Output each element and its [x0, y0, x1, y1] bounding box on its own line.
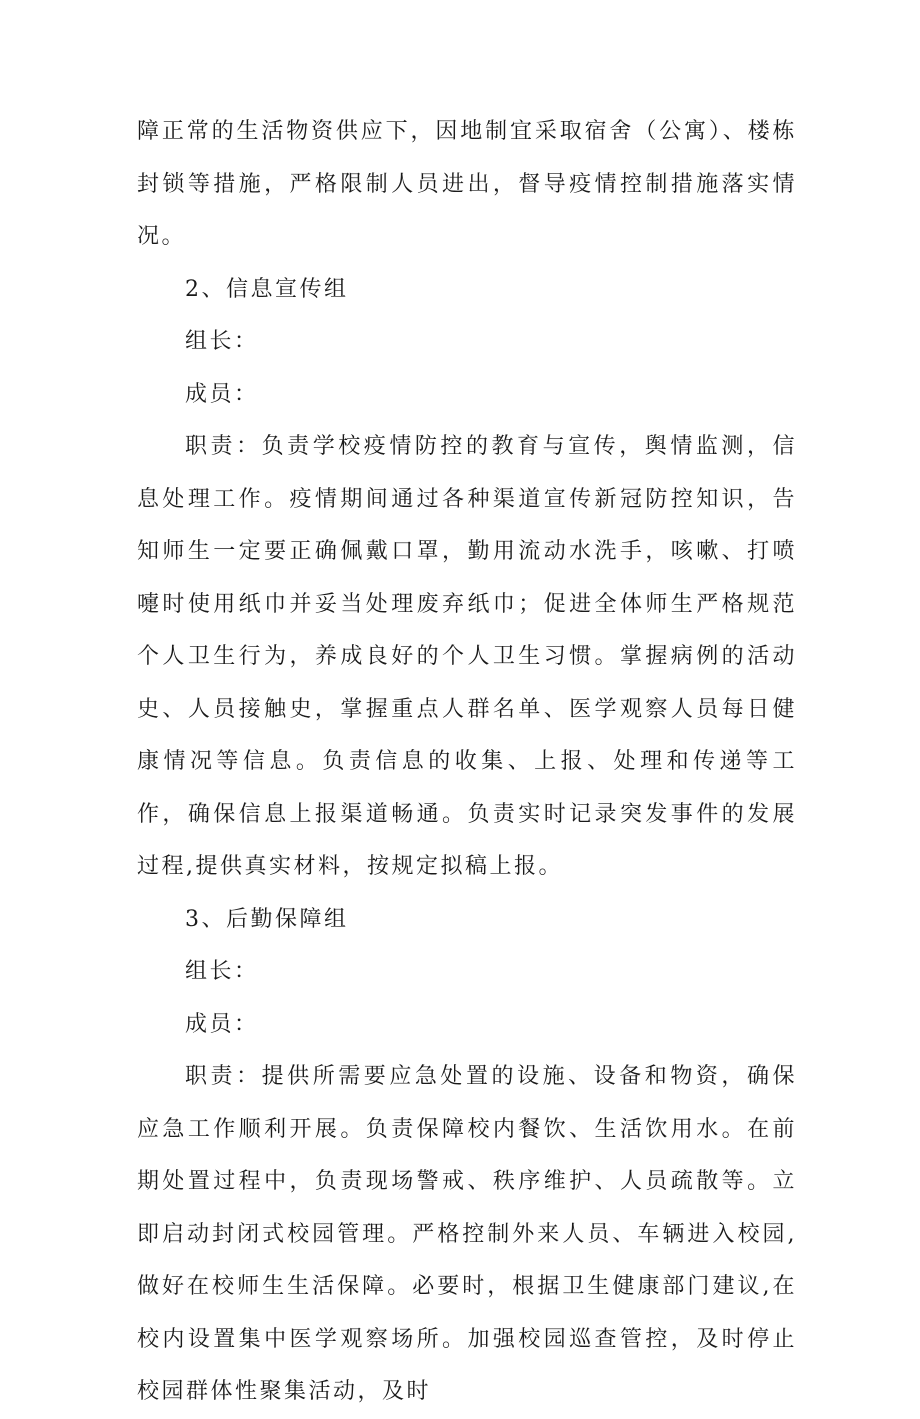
group-members-label: 成员：	[185, 1011, 259, 1037]
group-members-label: 成员：	[185, 381, 259, 407]
section-heading-logistics: 3、后勤保障组	[185, 906, 349, 932]
document-body	[137, 106, 797, 1419]
group-leader-label: 组长：	[185, 329, 259, 354]
duties-paragraph-logistics: 职责：提供所需要应急处置的设施、设备和物资，确保应急工作顺利开展。负责保障校内餐饮、生活饮用水。在前期处置过程中，负责现场警戒、秩序维护、人员疏散等。立即启动封闭式校园管理。严格控制外来人员、车辆进入校园,做好在校师生生活保障。必要时，根据卫生健康部门建议,在校内设置集中医学观察场所。加强校园巡查管控，及时停止校园群体性聚集活动，及时	[137, 1064, 797, 1404]
paragraph-continuation: 障正常的生活物资供应下，因地制宜采取宿舍（公寓）、楼栋封锁等措施，严格限制人员进出，督导疫情控制措施落实情况。	[137, 119, 797, 249]
group-leader-label: 组长：	[185, 959, 259, 984]
section-heading-info-publicity: 2、信息宣传组	[185, 276, 349, 302]
duties-paragraph-info-publicity: 职责：负责学校疫情防控的教育与宣传，舆情监测，信息处理工作。疫情期间通过各种渠道宣传新冠防控知识，告知师生一定要正确佩戴口罩，勤用流动水洗手，咳嗽、打喷嚏时使用纸巾并妥当处理废弃纸巾；促进全体师生严格规范个人卫生行为，养成良好的个人卫生习惯。掌握病例的活动史、人员接触史，掌握重点人群名单、医学观察人员每日健康情况等信息。负责信息的收集、上报、处理和传递等工作，确保信息上报渠道畅通。负责实时记录突发事件的发展过程,提供真实材料，按规定拟稿上报。	[137, 434, 797, 879]
